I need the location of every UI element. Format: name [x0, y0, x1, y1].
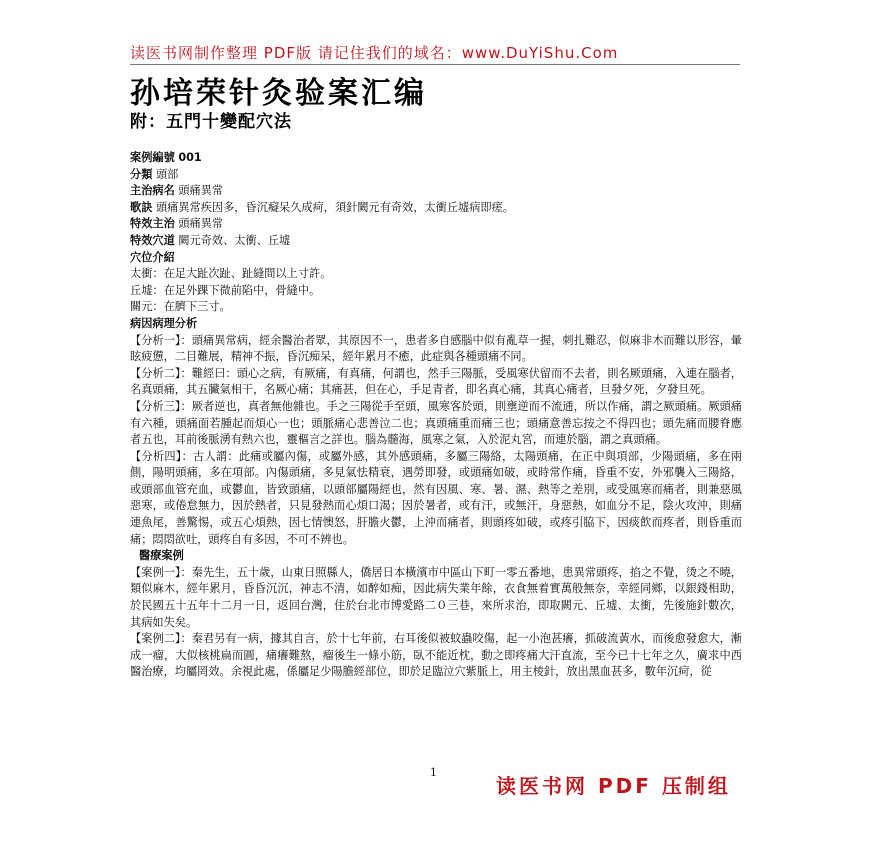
document-body: [130, 150, 742, 681]
header-divider: [130, 64, 740, 65]
analysis-paragraph: 【分析三】：厥者逆也，真者無他雜也。手之三陽從手至頭，風寒客於頭，則壅逆而不流通，所以作痛，謂之厥頭痛。厥頭痛有六種，頭痛面若腫起而煩心一也；頭脈痛心悲善泣二也；真頭痛重而痛三也；頭痛意善忘按之不得四也；頭先痛而腰脊應者五也，耳前後脈湧有熱六也，靈樞言之詳也。腦為髓海，風寒之氣，入於泥丸宮，而連於腦，謂之真頭痛。: [130, 399, 742, 447]
case-number-label: 案例編號: [130, 151, 175, 164]
points-value: 闕元奇效、太衝、丘墟: [178, 233, 291, 247]
case-paragraph: 【案例一】：秦先生，五十歲，山東日照縣人，僑居日本橫濱市中區山下町一零五番地，患異常頭疼，掐之不覺，烫之不曉，類似麻木，經年累月，昏昏沉沉，神志不清，如醉如痴，因此病失業年餘，衣食無着實萬般無奈，幸經同鄉，以銀錢相助，於民國五十五年十二月一日，返回台灣，住於台北市博愛路二０三巷，來所求治，即取闕元、丘墟、太衝，先後施針數次，其病如失矣。: [130, 565, 742, 629]
case-paragraph: 【案例二】：秦君另有一病，據其自言，於十七年前，右耳後似被蚊蟲咬傷，起一小泡甚癢，抓破流黃水，而後愈發愈大，漸成一瘤，大似核桃扁而圓，痛癢難熬，瘤後生一條小筋，臥不能近枕，動之即疼痛大汗直流，至今已十七年之久，廣求中西醫治療，均屬罔效。余視此處，係屬足少陽膽經部位，即於足臨泣穴紫脈上，用主棱針，放出黑血甚多，數年沉疴，從: [130, 632, 742, 679]
disease-value: 頭痛異常: [178, 184, 224, 198]
section-title: 附：五門十變配穴法: [130, 112, 292, 132]
analysis-paragraph: 【分析一】：頭痛異常病，經余醫治者眾，其原因不一，患者多自感腦中似有亂草一握，刺扎難忍，似麻非木而難以形容，暈眩疲憊，二目難展，精神不振，昏沉痴呆，經年累月不癒，此症與各種頭痛不同。: [130, 333, 742, 364]
points-label: 特效穴道: [130, 233, 175, 247]
footer-brand: 读医书网 PDF 压制组: [496, 774, 731, 798]
song-label: 歌訣: [130, 200, 153, 214]
disease-label: 主治病名: [130, 184, 175, 198]
acupoint-item: 太衝：在足大趾次趾、趾縫間以上寸許。: [130, 267, 332, 281]
analysis-paragraph: 【分析四】：古人謂：此痛或屬內傷，或屬外感，其外感頭痛，多屬三陽絡，太陽頭痛，在正中與項部，少陽頭痛，多在兩側，陽明頭痛，多在項部。內傷頭痛，多見氣怯精衰，遇勞即發，或頭痛如破，或時常作痛，昏重不安，外邪襲入三陽絡，或頭部血管充血，或鬱血，皆致頭痛，以頭部屬陽經也，然有因風、寒、暑、濕、熱等之差別，或受風寒而痛者，則兼惡風惡寒，或倦怠無力，因於熱者，只見發熱而心煩口渴；因於暑者，或有汗，或無汗，身惡熱，如血分不足，陰火攻沖，則痛連魚尾，善驚惕，或五心煩熱，因七情懊怒，肝膽火鬱，上沖而痛者，則頭疼如破，或疼引脇下，因痰飲而疼者，則昏重而痛；悶悶欲吐，頭疼自有多因，不可不辨也。: [130, 449, 742, 546]
analysis-heading: 病因病理分析: [130, 316, 198, 330]
book-title: 孙培荣针灸验案汇编: [130, 76, 427, 111]
category-value: 頭部: [155, 167, 179, 181]
disease-row: [130, 183, 742, 200]
page-number: 1: [430, 766, 437, 779]
special-value: 頭痛異常: [178, 217, 224, 231]
special-row: [130, 216, 742, 233]
case-number: 001: [178, 151, 202, 164]
cases-heading: 醫療案例: [139, 549, 184, 563]
case-number-row: [130, 150, 742, 167]
song-value: 頭痛異常疾因多，昏沉癡呆久成疴，須針闕元有奇效，太衝丘墟病即瘥。: [155, 200, 514, 214]
analysis-paragraph: 【分析二】：難經曰：頭心之病，有厥痛，有真痛，何謂也，然手三陽脈，受風寒伏留而不去者，則名厥頭痛，入連在腦者，名真頭痛，其五臟氣相干，名厥心痛；其痛甚，但在心，手足青者，即名真心痛，其真心痛者，旦發夕死，夕發旦死。: [130, 366, 742, 397]
category-label: 分類: [130, 167, 153, 181]
header-banner: 读医书网制作整理 PDF版 请记住我们的域名：www.DuYiShu.Com: [130, 44, 619, 62]
song-row: [130, 200, 742, 217]
acupoints-heading: 穴位介紹: [130, 250, 175, 264]
category-row: [130, 167, 742, 184]
acupoint-item: 丘墟：在足外踝下微前陷中，骨縫中。: [130, 283, 321, 297]
points-row: [130, 233, 742, 250]
special-label: 特效主治: [130, 217, 175, 231]
acupoint-item: 關元：在臍下三寸。: [130, 300, 231, 314]
